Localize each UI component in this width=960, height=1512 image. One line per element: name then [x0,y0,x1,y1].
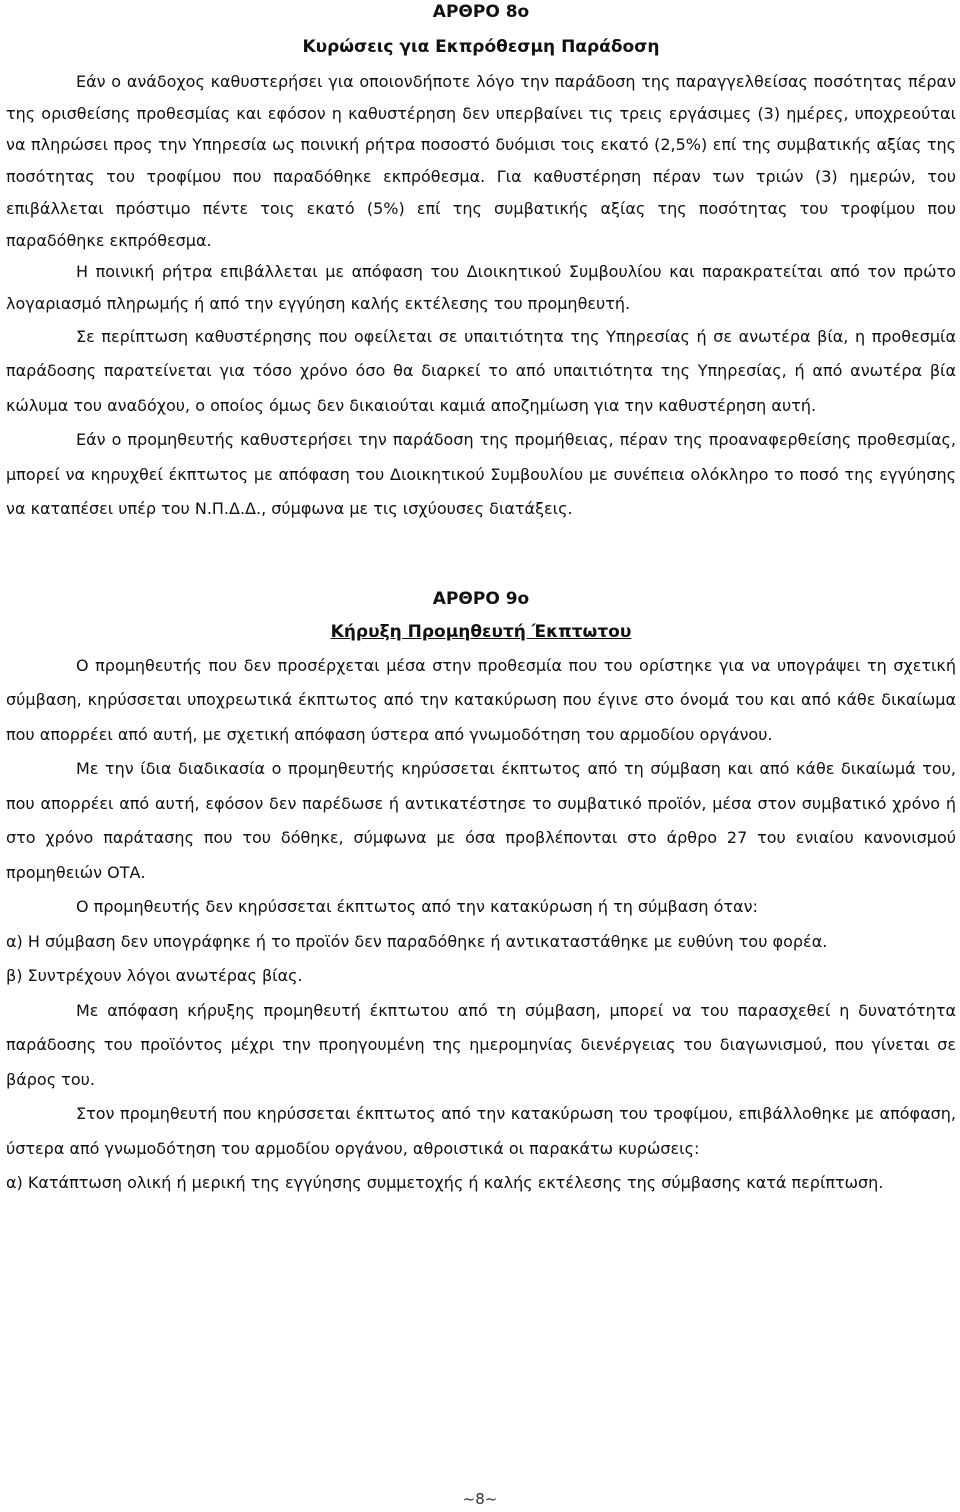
article-9-paragraph-4: Με απόφαση κήρυξης προμηθευτή έκπτωτου από τη σύμβαση, μπορεί να του παρασχεθεί η δυνατότητα παράδοσης του προϊόντος μέχρι την προηγουμένη της ημερομηνίας διενέργειας του διαγωνισμού, που γίνεται σε βάρος του. [6,1000,956,1089]
article-8-paragraph-4: Εάν ο προμηθευτής καθυστερήσει την παράδοση της προμήθειας, πέραν της προαναφερθείσης προθεσμίας, μπορεί να κηρυχθεί έκπτωτος με απόφαση του Διοικητικού Συμβουλίου με συνέπεια ολόκληρο το ποσό της εγγύησης να καταπέσει υπέρ του Ν.Π.Δ.Δ., σύμφωνα με τις ισχύουσες διατάξεις. [6,430,956,519]
article-8-paragraph-3: Σε περίπτωση καθυστέρησης που οφείλεται σε υπαιτιότητα της Υπηρεσίας ή σε ανωτέρα βία, η προθεσμία παράδοσης παρατείνεται για τόσο χρόνο όσο θα διαρκεί το από υπαιτιότητα της Υπηρεσίας, ή από ανωτέρα βία κώλυμα του αναδόχου, ο οποίος όμως δεν δικαιούται καμιά αποζημίωση για την καθυστέρηση αυτή. [6,326,956,415]
article-8-subtitle: Κυρώσεις για Εκπρόθεσμη Παράδοση [302,37,660,57]
article-9-sanction-a: α) Κατάπτωση ολική ή μερική της εγγύησης συμμετοχής ή καλής εκτέλεσης της σύμβασης κατά περίπτωση. [6,1173,884,1193]
article-9-title: ΑΡΘΡΟ 9ο [432,588,530,609]
article-8-title: ΑΡΘΡΟ 8ο [432,2,530,22]
article-9-paragraph-3: Ο προμηθευτής δεν κηρύσσεται έκπτωτος από την κατακύρωση ή τη σύμβαση όταν: [76,897,758,917]
document-page [6,0,956,1201]
article-9-paragraph-5: Στον προμηθευτή που κηρύσσεται έκπτωτος από την κατακύρωση του τροφίμου, επιβάλλοθηκε με απόφαση, ύστερα από γνωμοδότηση του αρμοδίου οργάνου, αθροιστικά οι παρακάτω κυρώσεις: [6,1104,956,1158]
page-number: ~8~ [462,1490,498,1508]
article-8-paragraph-2: Η ποινική ρήτρα επιβάλλεται με απόφαση του Διοικητικού Συμβουλίου και παρακρατείται από τον πρώτο λογαριασμό πληρωμής ή από την εγγύηση καλής εκτέλεσης του προμηθευτή. [6,262,956,313]
article-9-paragraph-1: Ο προμηθευτής που δεν προσέρχεται μέσα στην προθεσμία που του ορίστηκε για να υπογράψει τη σχετική σύμβαση, κηρύσσεται υποχρεωτικά έκπτωτος από την κατακύρωση που έγινε στο όνομά του και από κάθε δικαίωμα που απορρέει από αυτή, με σχετική απόφαση ύστερα από γνωμοδότηση του αρμοδίου οργάνου. [6,655,956,744]
article-9-item-a: α) Η σύμβαση δεν υπογράφηκε ή το προϊόν δεν παραδόθηκε ή αντικαταστάθηκε με ευθύνη του φορέα. [6,931,828,951]
article-9-item-b: β) Συντρέχουν λόγοι ανωτέρας βίας. [6,966,303,986]
article-9-subtitle: Κήρυξη Προμηθευτή Έκπτωτου [330,621,632,642]
article-8-paragraph-1: Εάν ο ανάδοχος καθυστερήσει για οποιονδήποτε λόγο την παράδοση της παραγγελθείσας ποσότητας πέραν της ορισθείσης προθεσμίας και εφόσον η καθυστέρηση δεν υπερβαίνει τις τρεις εργάσιμες (3) ημέρες, υποχρεούται να πληρώσει προς την Υπηρεσία ως ποινική ρήτρα ποσοστό δυόμισι τοις εκατό (2,5%) επί της συμβατικής αξίας της ποσότητας του τροφίμου που παραδόθηκε εκπρόθεσμα. Για καθυστέρηση πέραν των τριών (3) ημερών, του επιβάλλεται πρόστιμο πέντε τοις εκατό (5%) επί της συμβατικής αξίας της ποσότητας του τροφίμου που παραδόθηκε εκπρόθεσμα. [6,72,956,250]
article-9-paragraph-2: Με την ίδια διαδικασία ο προμηθευτής κηρύσσεται έκπτωτος από τη σύμβαση και από κάθε δικαίωμά του, που απορρέει από αυτή, εφόσον δεν παρέδωσε ή αντικατέστησε το συμβατικό προϊόν, μέσα στον συμβατικό χρόνο ή στο χρόνο παράτασης που του δόθηκε, σύμφωνα με όσα προβλέπονται στο άρθρο 27 του ενιαίου κανονισμού προμηθειών ΟΤΑ. [6,759,956,882]
